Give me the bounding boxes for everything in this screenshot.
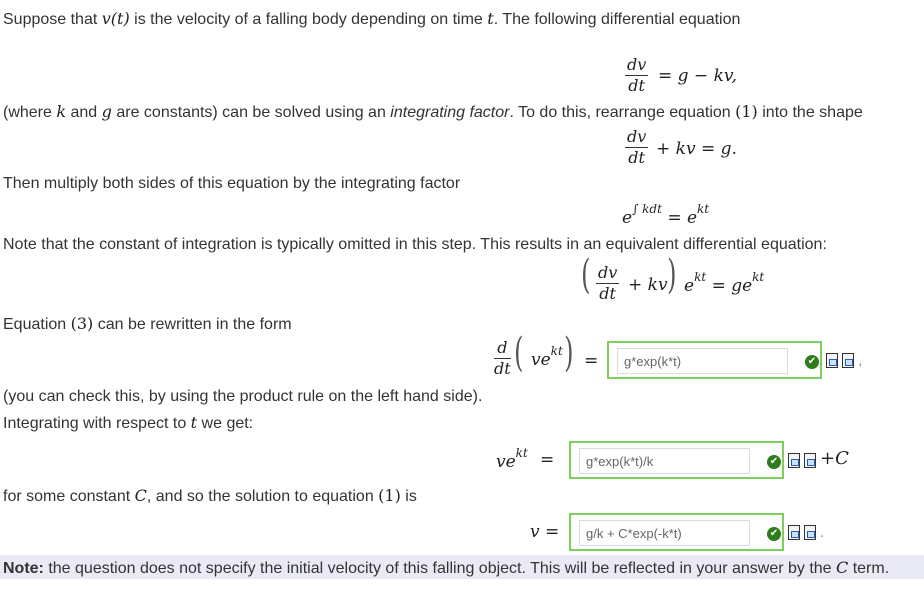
eq4-exponent: kt bbox=[694, 270, 707, 284]
eq1-rhs: = g − kv, bbox=[658, 66, 737, 86]
intro-text-1: Suppose that bbox=[3, 11, 102, 28]
note-text bbox=[3, 558, 889, 578]
note-text-pre: the question does not specify the initial velocity of this falling object. This will be reflected in your answer by the bbox=[43, 560, 837, 577]
math-velocity: v(t) bbox=[101, 9, 130, 28]
validate-preview-icon[interactable] bbox=[788, 453, 800, 468]
eq5-left-paren: ( bbox=[514, 330, 524, 376]
eq5-denominator: dt bbox=[494, 359, 511, 378]
eq4-exponent-2: kt bbox=[752, 270, 765, 284]
equation-ref-1b: (1) bbox=[378, 486, 401, 505]
eq3-exponent: ∫ kdt bbox=[632, 202, 662, 216]
eq4-numerator: dv bbox=[598, 263, 618, 282]
eq6-exponent: kt bbox=[515, 446, 528, 460]
validate-preview-icon[interactable] bbox=[788, 525, 800, 540]
paragraph-4: Note that the constant of integration is typically omitted in this step. This results in an equivalent differential equation: bbox=[3, 236, 827, 253]
eq1-denominator: dt bbox=[628, 76, 645, 95]
p2-text-a: (where bbox=[3, 104, 57, 121]
p2-text-c: are constants) can be solved using an bbox=[111, 104, 391, 121]
math-t-2: t bbox=[190, 413, 198, 432]
paragraph-2 bbox=[3, 102, 863, 122]
intro-text-3: . The following differential equation bbox=[493, 11, 741, 28]
answer-box-1 bbox=[607, 341, 822, 379]
eq5-fraction bbox=[494, 338, 511, 379]
eq5-exponent: kt bbox=[550, 344, 563, 358]
answer-box-3 bbox=[569, 513, 784, 551]
p8-text-post: is bbox=[400, 488, 417, 505]
p7-text-pre: Integrating with respect to bbox=[3, 415, 191, 432]
eq4-rhs bbox=[684, 270, 764, 296]
math-c: C bbox=[134, 486, 147, 505]
eq3-base: e bbox=[622, 208, 633, 228]
eq5-numerator: d bbox=[494, 338, 511, 359]
intro-paragraph bbox=[3, 9, 740, 29]
p8-text-pre: for some constant bbox=[3, 488, 135, 505]
eq4-equals: = ge bbox=[711, 276, 753, 296]
eq6-lhs bbox=[496, 446, 528, 472]
plus-constant: +C bbox=[820, 448, 849, 469]
paragraph-8 bbox=[3, 486, 417, 506]
correct-check-icon: ✔ bbox=[805, 355, 819, 369]
eq2-denominator: dt bbox=[628, 148, 645, 167]
note-label: Note: bbox=[3, 560, 44, 577]
correct-check-icon: ✔ bbox=[767, 527, 781, 541]
eq5-inner bbox=[531, 344, 563, 370]
eq5-right-paren: ) bbox=[564, 330, 574, 376]
math-k: k bbox=[56, 102, 67, 121]
answer-input-3[interactable] bbox=[579, 520, 750, 546]
equation-ref-1: (1) bbox=[735, 102, 758, 121]
paragraph-5 bbox=[3, 314, 292, 334]
p5-text-post: can be rewritten in the form bbox=[93, 316, 292, 333]
p2-text-e: into the shape bbox=[757, 104, 863, 121]
intro-text-2: is the velocity of a falling body depending on time bbox=[129, 11, 488, 28]
p5-text-pre: Equation bbox=[3, 316, 71, 333]
eq2-fraction bbox=[625, 127, 648, 168]
eq5-ve: ve bbox=[531, 350, 551, 370]
note-text-post: term. bbox=[848, 560, 890, 577]
eq4-inner: + kv bbox=[628, 275, 668, 295]
eq1-numerator: dv bbox=[627, 55, 647, 74]
integrating-factor-term: integrating factor bbox=[390, 104, 510, 121]
eq3-exponent-2: kt bbox=[697, 202, 710, 216]
note-bar bbox=[0, 555, 924, 579]
eq4-e: e bbox=[684, 276, 695, 296]
p2-text-d: . To do this, rearrange equation bbox=[509, 104, 736, 121]
eq4-fraction bbox=[596, 263, 619, 304]
eq2-rhs: + kv = g. bbox=[656, 139, 737, 159]
syntax-help-icon[interactable] bbox=[804, 453, 816, 468]
validate-preview-icon[interactable] bbox=[826, 353, 838, 368]
eq2-numerator: dv bbox=[627, 127, 647, 146]
paragraph-3: Then multiply both sides of this equation by the integrating factor bbox=[3, 175, 461, 192]
answer-input-1[interactable] bbox=[617, 348, 788, 374]
equation-ref-3: (3) bbox=[70, 314, 94, 333]
paragraph-6: (you can check this, by using the product rule on the left hand side). bbox=[3, 388, 483, 405]
p8-text-mid: , and so the solution to equation bbox=[146, 488, 379, 505]
p2-text-b: and bbox=[66, 104, 102, 121]
eq4-left-paren: ( bbox=[581, 252, 591, 298]
eq7-lhs: v = bbox=[530, 522, 560, 542]
answer-box-2 bbox=[569, 441, 784, 479]
eq1-fraction bbox=[625, 55, 648, 96]
math-t: t bbox=[487, 9, 494, 28]
eq4-denominator: dt bbox=[599, 284, 616, 303]
eq6-equals: = bbox=[540, 450, 555, 470]
p7-text-post: we get: bbox=[197, 415, 254, 432]
answer-input-2[interactable] bbox=[579, 448, 750, 474]
trailing-period: . bbox=[820, 524, 825, 541]
eq6-ve: ve bbox=[496, 452, 516, 472]
math-c-note: C bbox=[836, 558, 849, 577]
paragraph-7 bbox=[3, 413, 253, 433]
trailing-comma: , bbox=[858, 352, 863, 369]
eq4-right-paren: ) bbox=[667, 252, 677, 298]
syntax-help-icon[interactable] bbox=[842, 353, 854, 368]
eq5-equals: = bbox=[584, 351, 599, 371]
correct-check-icon: ✔ bbox=[767, 455, 781, 469]
eq3-equals: = e bbox=[667, 208, 698, 228]
math-g: g bbox=[101, 102, 112, 121]
eq3-integrating-factor bbox=[622, 202, 709, 228]
syntax-help-icon[interactable] bbox=[804, 525, 816, 540]
